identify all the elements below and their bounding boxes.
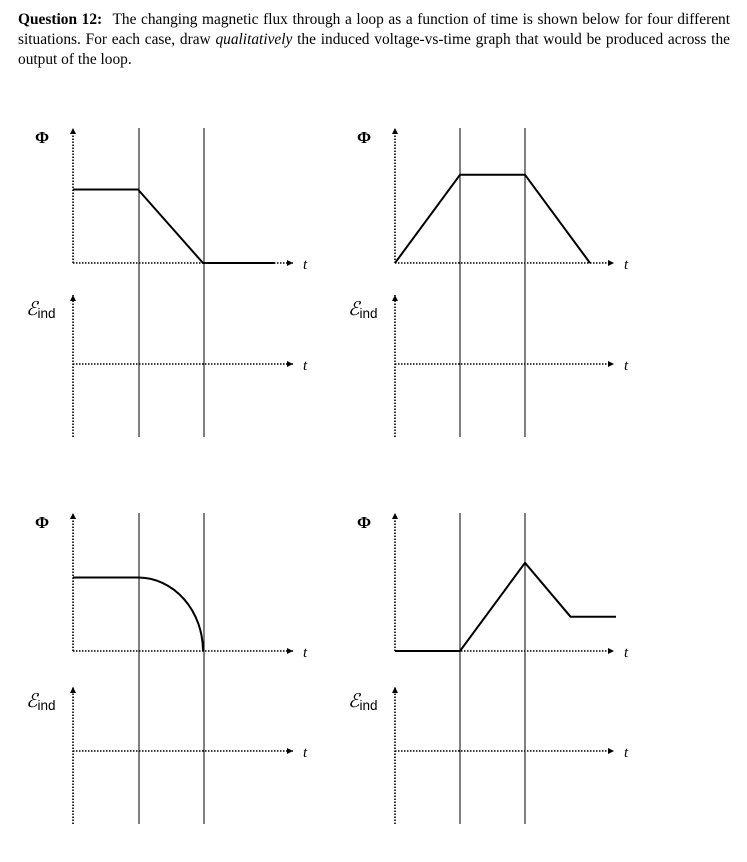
flux-curve [395,175,590,263]
emf-subscript: ind [359,698,378,713]
flux-curve [73,578,203,652]
flux-axis-label: Φ [357,513,372,532]
question-label: Question 12: [18,11,103,28]
question-emphasis: qualitatively [215,31,293,48]
emf-axis-label [348,299,378,321]
panel-1 [26,128,308,437]
question-body-1: The changing magnetic flux through a loop as a function of time is shown below for four different situations. For each case, draw [18,11,730,48]
flux-time-label: t [303,645,308,661]
emf-axis-label [26,299,56,321]
question-body-2: the induced voltage-vs-time graph that would be produced across the output of the loop. [18,31,730,68]
emf-subscript: ind [37,306,56,321]
emf-time-label: t [303,358,308,374]
emf-time-label: t [624,358,629,374]
flux-curve [73,190,275,264]
flux-axis-label: Φ [357,128,372,147]
emf-axis-label [348,691,378,713]
emf-symbol: ℰ [348,691,360,712]
panel-4 [348,513,629,824]
emf-subscript: ind [359,306,378,321]
flux-axis-label: Φ [35,128,50,147]
flux-axis-label: Φ [35,513,50,532]
panel-3 [26,513,308,824]
emf-symbol: ℰ [26,299,38,320]
flux-time-label: t [624,645,629,661]
emf-symbol: ℰ [348,299,360,320]
flux-curve [395,563,616,651]
emf-symbol: ℰ [26,691,38,712]
flux-time-label: t [303,257,308,273]
emf-axis-label [26,691,56,713]
panel-2 [348,128,629,437]
emf-subscript: ind [37,698,56,713]
emf-time-label: t [303,745,308,761]
emf-time-label: t [624,745,629,761]
flux-time-label: t [624,257,629,273]
